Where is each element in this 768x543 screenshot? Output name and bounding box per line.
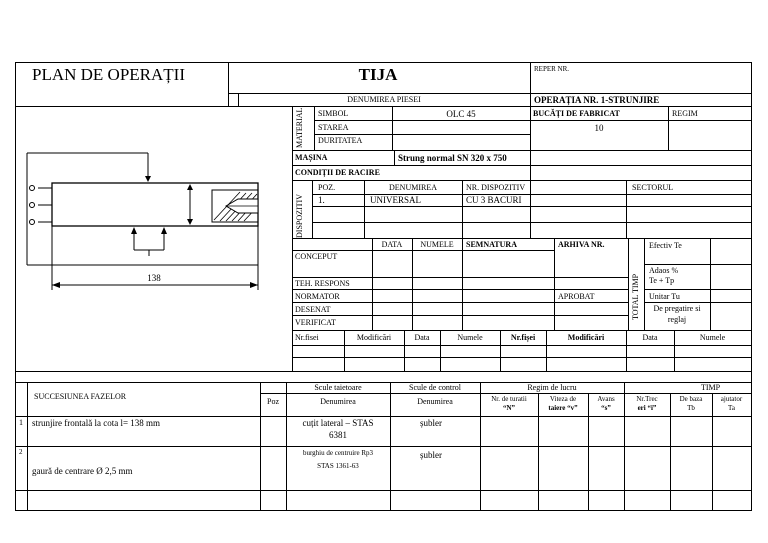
scule-control-den: Denumirea [417, 397, 453, 406]
disp-row-poz: 1. [318, 195, 325, 205]
operation-title: OPERAȚIA NR. 1-STRUNJIRE [534, 95, 660, 105]
approval-row-teh: TEH. RESPONS [295, 279, 350, 288]
de-baza-1: De baza [679, 395, 703, 403]
disp-den-label: DENUMIREA [389, 183, 437, 192]
phase-description: gaură de centrare Ø 2,5 mm [32, 466, 133, 476]
approval-row-conceput: CONCEPUT [295, 252, 338, 261]
regim-lucru-label: Regim de lucru [527, 383, 577, 392]
cutting-tool-line-2: STAS 1361-63 [317, 462, 359, 470]
nr-trec-2: eri “i” [637, 404, 657, 412]
timp-pregatire-1: De pregatire si [653, 304, 701, 313]
reper-label: REPER NR. [534, 65, 570, 73]
viteza-2: taiere “v” [548, 404, 578, 412]
approval-data-label: DATA [381, 240, 403, 249]
length-dimension: 138 [147, 273, 161, 283]
avans-2: “s” [601, 404, 611, 412]
nr-trec-1: Nr.Trec [636, 395, 658, 403]
disp-row-den: UNIVERSAL [370, 195, 421, 205]
control-tool: șubler [420, 450, 442, 460]
nr-turatii-2: “N” [502, 404, 516, 412]
timp-pregatire-2: reglaj [667, 315, 687, 324]
phase-number: 1 [19, 418, 23, 427]
dispozitiv-vertical-label: DISPOZITIV [295, 194, 304, 238]
approval-numele-label: NUMELE [420, 240, 454, 249]
nr-turatii-1: Nr. de turatii [491, 395, 527, 403]
control-tool: șubler [420, 418, 442, 428]
ajutator-1: ajutator [720, 395, 743, 403]
total-timp-vertical-label: TOTAL TIMP [631, 273, 640, 320]
scule-taietoare-label: Scule taietoare [314, 383, 362, 392]
simbol-label: SIMBOL [318, 109, 349, 118]
masina-label: MAȘINA [295, 153, 328, 162]
de-baza-2: Tb [687, 404, 695, 412]
bucati-value: 10 [594, 123, 604, 133]
part-name: TIJA [358, 65, 398, 84]
rev-modificari: Modificări [356, 333, 392, 342]
rev-numele-b: Numele [699, 333, 726, 342]
timp-adaos-1: Adaos % [649, 266, 679, 275]
timp-adaos-2: Te + Tp [649, 276, 675, 285]
disp-nr-label: NR. DISPOZITIV [466, 183, 526, 192]
simbol-value: OLC 45 [446, 109, 476, 119]
plan-title: PLAN DE OPERAȚII [32, 65, 185, 84]
arhiva-label: ARHIVA NR. [558, 240, 605, 249]
material-vertical-label: MATERIAL [295, 107, 304, 148]
rev-data: Data [414, 333, 430, 342]
approval-semnatura-label: SEMNATURA [466, 240, 517, 249]
aprobat-label: APROBAT [558, 292, 595, 301]
timp-unitar: Unitar Tu [649, 292, 680, 301]
regim-label: REGIM [672, 109, 698, 118]
viteza-1: Viteza de [549, 395, 577, 403]
duritatea-label: DURITATEA [318, 136, 363, 145]
poz-label: Poz [267, 397, 279, 406]
part-label: DENUMIREA PIESEI [347, 95, 421, 104]
approval-row-desenat: DESENAT [295, 305, 331, 314]
phase-number: 2 [19, 448, 23, 456]
cutting-tool-line-1: cuțit lateral – STAS [302, 418, 374, 428]
rev-numele: Numele [457, 333, 483, 342]
approval-row-verificat: VERIFICAT [295, 318, 336, 327]
timp-efectiv: Efectiv Te [649, 241, 682, 250]
masina-value: Strung normal SN 320 x 750 [398, 153, 507, 163]
avans-1: Avans [597, 395, 615, 403]
approval-row-normator: NORMATOR [295, 292, 340, 301]
cooling-label: CONDIȚII DE RACIRE [295, 168, 380, 177]
cutting-tool-line-2: 6381 [329, 430, 347, 440]
bucati-label: BUCĂȚI DE FABRICAT [533, 109, 620, 118]
ajutator-2: Ta [728, 404, 735, 412]
rev-nr-fisei: Nr.fisei [295, 333, 319, 342]
scule-taietoare-den: Denumirea [320, 397, 356, 406]
rev-nr-fisei-b: Nr.fișei [510, 333, 536, 342]
scule-control-label: Scule de control [409, 383, 461, 392]
timp-label: TIMP [700, 383, 721, 392]
disp-row-nr: CU 3 BACURI [466, 195, 522, 205]
sectorul-label: SECTORUL [632, 183, 674, 192]
phase-description: strunjire frontală la cota l= 138 mm [32, 418, 161, 428]
rev-modificari-b: Modificări [567, 333, 605, 342]
succesiunea-label: SUCCESIUNEA FAZELOR [34, 392, 127, 401]
disp-poz-label: POZ. [318, 183, 336, 192]
cutting-tool-line-1: burghiu de centruire Rp3 [302, 449, 374, 457]
starea-label: STAREA [318, 123, 349, 132]
rev-data-b: Data [642, 333, 658, 342]
